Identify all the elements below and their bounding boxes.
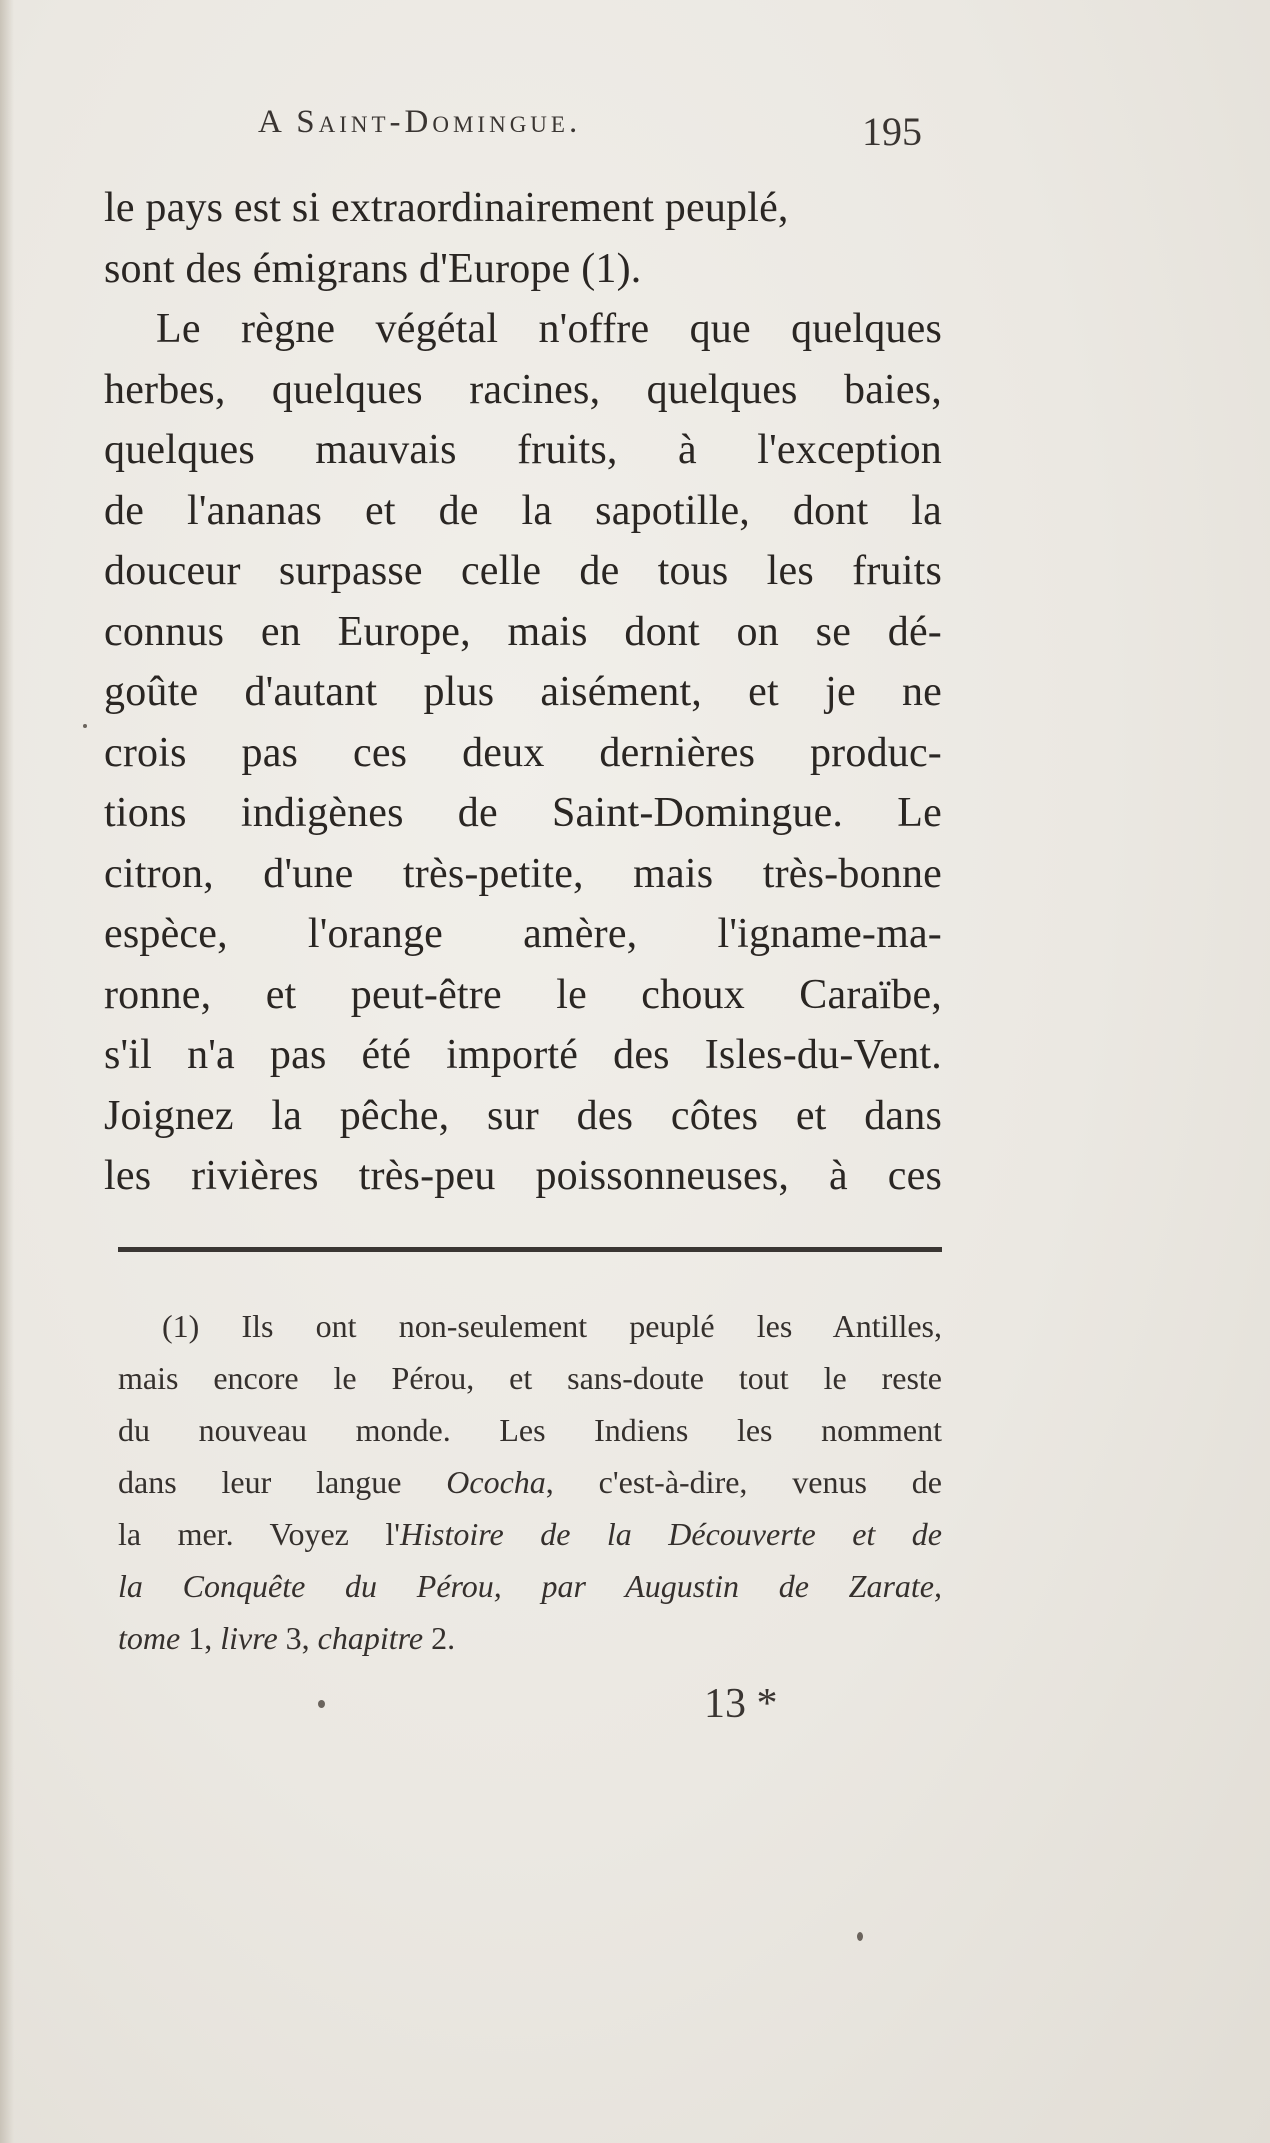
footnote-text: 3, [277, 1620, 318, 1656]
footnote-text: , c'est-à-dire, venus de [545, 1464, 943, 1500]
body-line: sont des émigrans d'Europe (1). [104, 245, 642, 292]
body-text [104, 178, 942, 1207]
body-line: espèce, l'orange amère, l'igname-ma- [104, 911, 942, 957]
body-line: de l'ananas et de la sapotille, dont la [104, 487, 942, 534]
paper-speck [857, 1932, 863, 1941]
footnote-italic-text: livre [220, 1620, 278, 1656]
footnote [118, 1300, 942, 1664]
footnote-line: du nouveau monde. Les Indiens les nomment [118, 1412, 942, 1448]
body-line: connus en Europe, mais dont on se dé- [104, 608, 942, 655]
body-line: le pays est si extraordinairement peuplé, [104, 185, 789, 231]
footnote-line [118, 1456, 942, 1508]
footnote-italic-text: Histoire de la Découverte et de [400, 1516, 943, 1552]
footnote-italic-text: Ococha [446, 1464, 546, 1500]
footnote-line: mais encore le Pérou, et sans-doute tout le reste [118, 1360, 942, 1396]
body-line: citron, d'une très-petite, mais très-bonne [104, 850, 942, 897]
footnote-line: (1) Ils ont non-seulement peuplé les Antilles, [162, 1308, 942, 1344]
footnote-text: dans leur langue [118, 1464, 447, 1500]
body-line: quelques mauvais fruits, à l'exception [104, 427, 942, 473]
footnote-rule [118, 1247, 942, 1252]
footnote-italic-text: tome [118, 1620, 181, 1656]
running-head: A Saint-Domingue. [258, 104, 582, 140]
body-line: herbes, quelques racines, quelques baies, [104, 366, 942, 413]
body-line: goûte d'autant plus aisément, et je ne [104, 669, 942, 715]
footnote-text: 1, [180, 1620, 221, 1656]
body-line: les rivières très-peu poissonneuses, à ces [104, 1153, 942, 1199]
paper-speck [83, 724, 87, 728]
footnote-line: la Conquête du Pérou, par Augustin de Zarate, [118, 1568, 942, 1604]
signature-mark: 13 * [704, 1681, 778, 1727]
footnote-text: 2. [423, 1620, 456, 1656]
footnote-line [118, 1508, 942, 1560]
body-line: Joignez la pêche, sur des côtes et dans [104, 1092, 942, 1139]
body-line: s'il n'a pas été importé des Isles-du-Vent. [104, 1032, 942, 1078]
footnote-line [118, 1612, 942, 1664]
body-line: ronne, et peut-être le choux Caraïbe, [104, 971, 942, 1018]
paper-speck [318, 1700, 325, 1708]
body-line: crois pas ces deux dernières produc- [104, 729, 942, 776]
page-edge-shadow [0, 0, 14, 2143]
body-line: tions indigènes de Saint-Domingue. Le [104, 790, 942, 836]
footnote-text: la mer. Voyez l' [118, 1516, 401, 1552]
body-line: Le règne végétal n'offre que quelques [156, 306, 942, 352]
body-line: douceur surpasse celle de tous les fruits [104, 548, 942, 594]
page-number: 195 [862, 109, 922, 154]
footnote-italic-text: chapitre [317, 1620, 424, 1656]
